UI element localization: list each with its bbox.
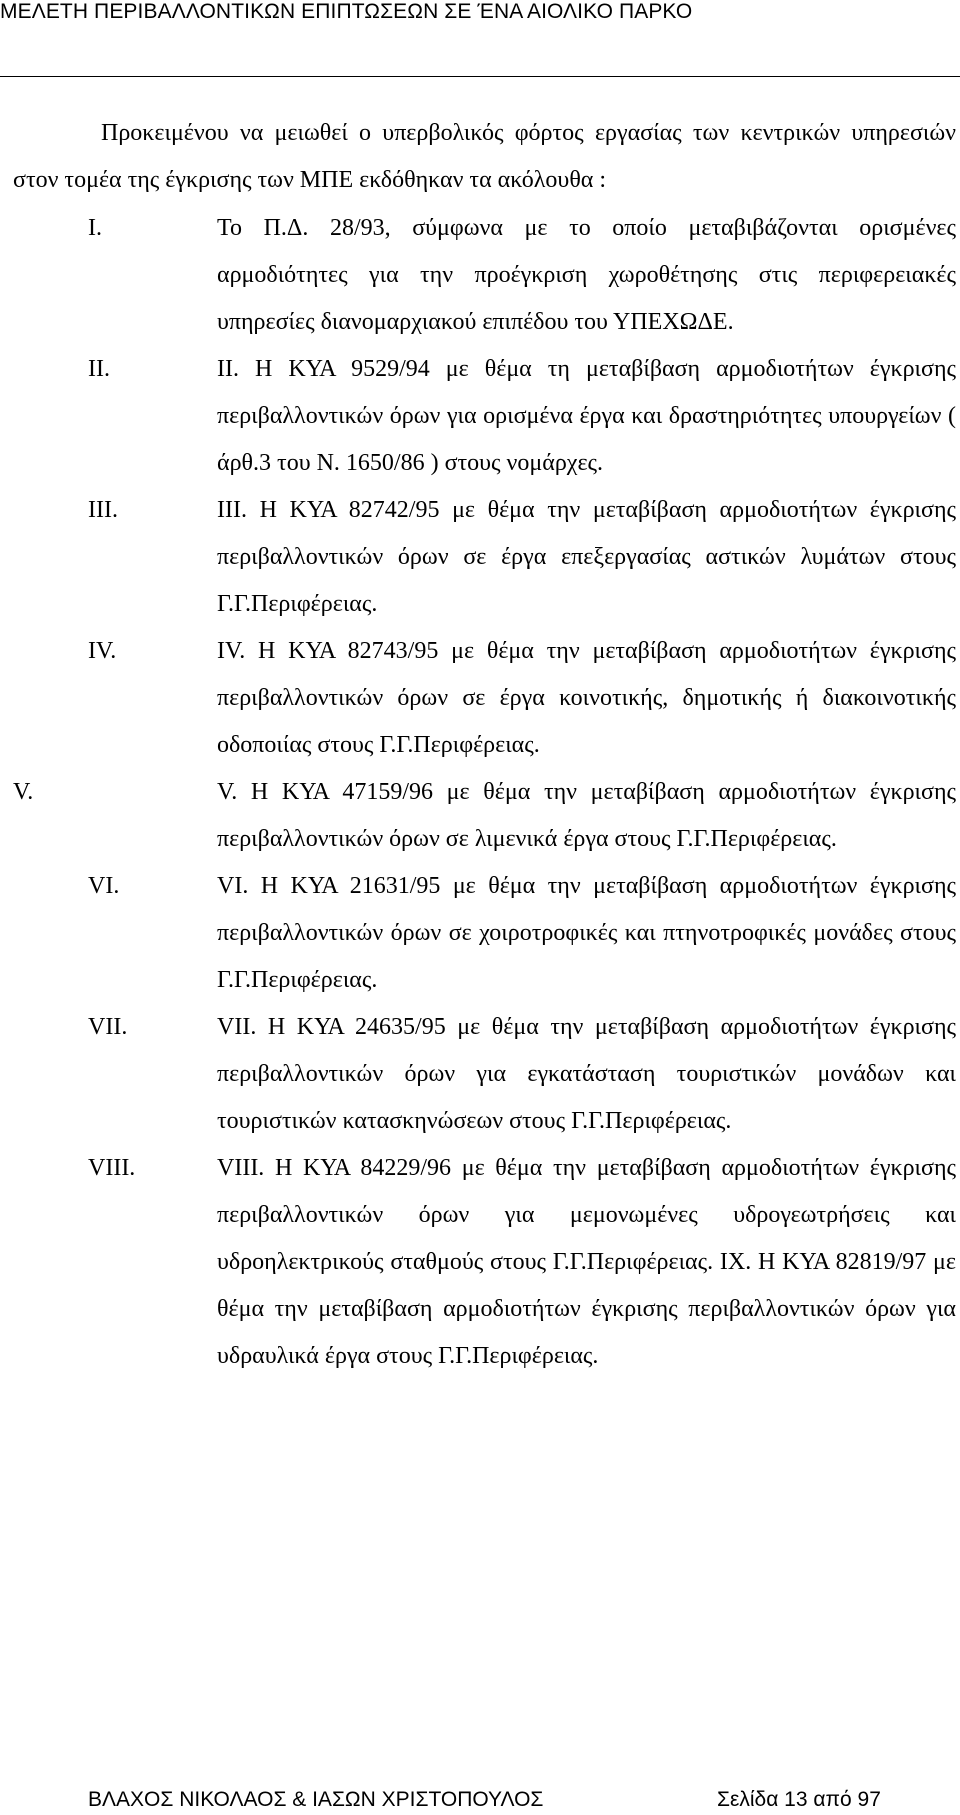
list-item xyxy=(0,769,960,863)
list-item-text: V. Η ΚΥΑ 47159/96 με θέμα την μεταβίβαση αρμοδιοτήτων έγκρισης περιβαλλοντικών όρων σε λιμενικά έργα στους Γ.Γ.Περιφέρειας. xyxy=(217,779,956,852)
list-item-number: II. xyxy=(88,356,110,382)
list-item-number: I. xyxy=(88,215,102,241)
header-divider xyxy=(0,76,960,77)
regulation-list xyxy=(0,205,960,1380)
list-item xyxy=(0,487,960,628)
list-item-text: Το Π.Δ. 28/93, σύμφωνα με το οποίο μεταβιβάζονται ορισμένες αρμοδιότητες για την προέγκριση χωροθέτησης στις περιφερειακές υπηρεσίες διανομαρχιακού επιπέδου του ΥΠΕΧΩΔΕ. xyxy=(217,215,956,335)
list-item-number: VI. xyxy=(88,873,120,899)
list-item-text: II. Η ΚΥΑ 9529/94 με θέμα τη μεταβίβαση αρμοδιοτήτων έγκρισης περιβαλλοντικών όρων για ορισμένα έργα και δραστηριότητες υπουργείων ( άρθ.3 του Ν. 1650/86 ) στους νομάρχες. xyxy=(217,356,956,476)
list-item-number: VII. xyxy=(88,1014,128,1040)
page-number: Σελίδα 13 από 97 xyxy=(717,1788,881,1811)
list-item-number: V. xyxy=(13,779,34,805)
list-item xyxy=(0,346,960,487)
page-footer xyxy=(0,1788,960,1815)
list-item-text: VIII. Η ΚΥΑ 84229/96 με θέμα την μεταβίβαση αρμοδιοτήτων έγκρισης περιβαλλοντικών όρων για μεμονωμένες υδρογεωτρήσεις και υδροηλεκτρικούς σταθμούς στους Γ.Γ.Περιφέρειας. IX. Η ΚΥΑ 82819/97 με θέμα την μεταβίβαση αρμοδιοτήτων έγκρισης περιβαλλοντικών όρων για υδραυλικά έργα στους Γ.Γ.Περιφέρειας. xyxy=(217,1155,956,1369)
list-item-text: III. Η ΚΥΑ 82742/95 με θέμα την μεταβίβαση αρμοδιοτήτων έγκρισης περιβαλλοντικών όρων σε έργα επεξεργασίας αστικών λυμάτων στους Γ.Γ.Περιφέρειας. xyxy=(217,497,956,617)
intro-paragraph: Προκειμένου να μειωθεί ο υπερβολικός φόρτος εργασίας των κεντρικών υπηρεσιών στον τομέα της έγκρισης των ΜΠΕ εκδόθηκαν τα ακόλουθα : xyxy=(13,120,956,193)
list-item xyxy=(0,1004,960,1145)
list-item xyxy=(0,628,960,769)
footer-authors: ΒΛΑΧΟΣ ΝΙΚΟΛΑΟΣ & ΙΑΣΩΝ ΧΡΙΣΤΟΠΟΥΛΟΣ xyxy=(88,1788,544,1811)
list-item-number: VIII. xyxy=(88,1155,136,1181)
list-item xyxy=(0,205,960,346)
running-header: ΜΕΛΕΤΗ ΠΕΡΙΒΑΛΛΟΝΤΙΚΩΝ ΕΠΙΠΤΩΣΕΩΝ ΣΕ ΈΝΑ ΑΙΟΛΙΚΟ ΠΑΡΚΟ xyxy=(0,0,693,23)
list-item xyxy=(0,1145,960,1380)
list-item xyxy=(0,863,960,1004)
list-item-text: IV. Η ΚΥΑ 82743/95 με θέμα την μεταβίβαση αρμοδιοτήτων έγκρισης περιβαλλοντικών όρων σε έργα κοινοτικής, δημοτικής ή διακοινοτικής οδοποιίας στους Γ.Γ.Περιφέρειας. xyxy=(217,638,956,758)
list-item-number: IV. xyxy=(88,638,117,664)
list-item-number: III. xyxy=(88,497,118,523)
list-item-text: VII. Η ΚΥΑ 24635/95 με θέμα την μεταβίβαση αρμοδιοτήτων έγκρισης περιβαλλοντικών όρων για εγκατάσταση τουριστικών μονάδων και τουριστικών κατασκηνώσεων στους Γ.Γ.Περιφέρειας. xyxy=(217,1014,956,1134)
list-item-text: VI. Η ΚΥΑ 21631/95 με θέμα την μεταβίβαση αρμοδιοτήτων έγκρισης περιβαλλοντικών όρων σε χοιροτροφικές και πτηνοτροφικές μονάδες στους Γ.Γ.Περιφέρειας. xyxy=(217,873,956,993)
